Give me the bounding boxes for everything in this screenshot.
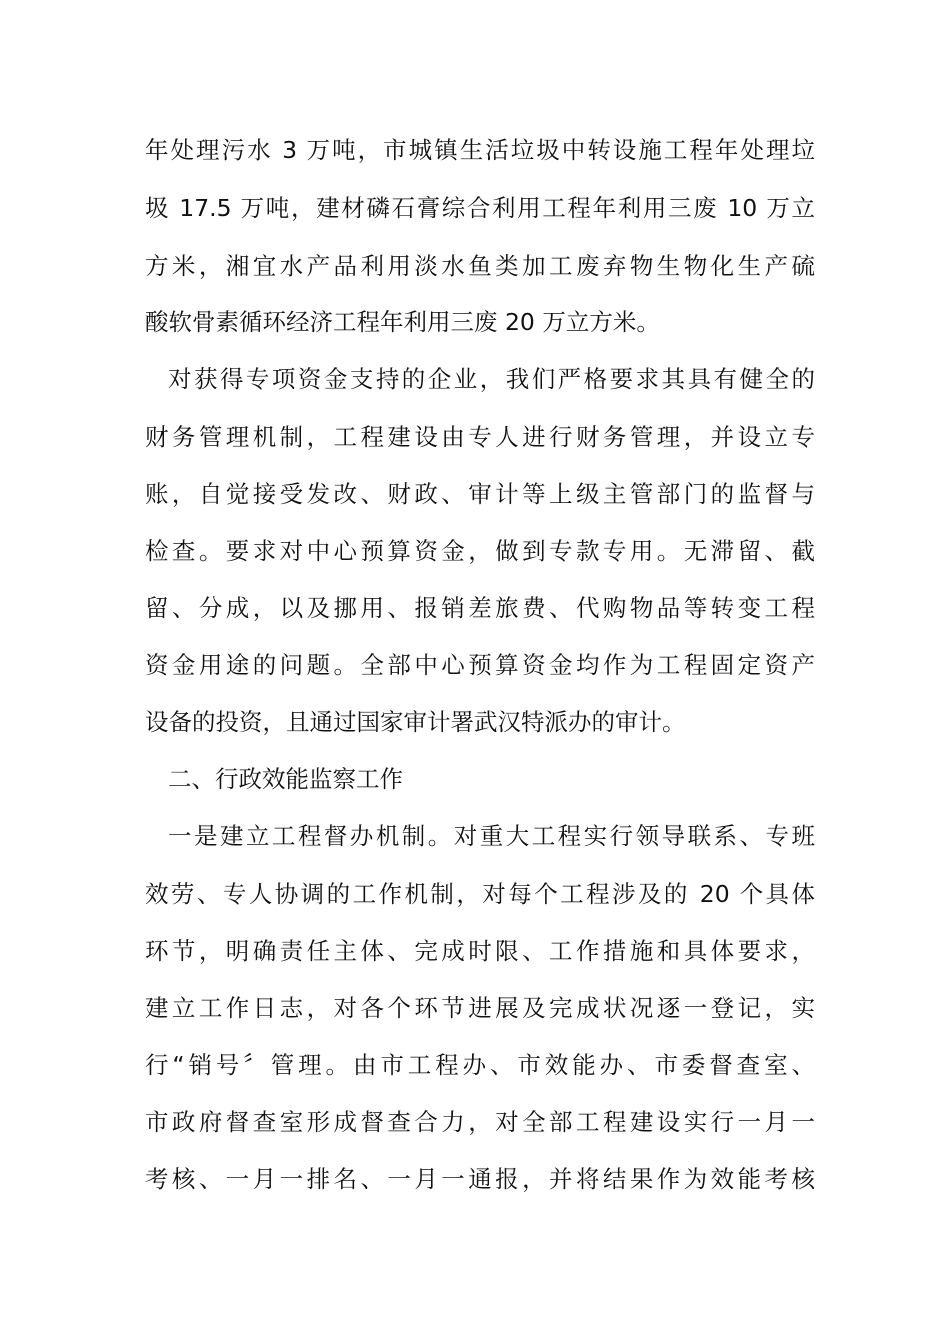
paragraph-1-line-1: 年处理污水 3 万吨，市城镇生活垃圾中转设施工程年处理垃: [145, 136, 815, 164]
paragraph-2-line-2: 财务管理机制，工程建设由专人进行财务管理，并设立专: [145, 423, 815, 451]
paragraph-3-line-5: 行“销号〞管理。由市工程办、市效能办、市委督查室、: [145, 1051, 815, 1079]
paragraph-1-line-2: 圾 17.5 万吨，建材磷石膏综合利用工程年利用三废 10 万立: [145, 194, 815, 222]
paragraph-2-line-7: 设备的投资，且通过国家审计署武汉特派办的审计。: [145, 708, 686, 736]
paragraph-2-line-1: 对获得专项资金支持的企业，我们严格要求其具有健全的: [168, 365, 815, 393]
paragraph-2-line-5: 留、分成，以及挪用、报销差旅费、代购物品等转变工程: [145, 594, 815, 622]
paragraph-3-line-2: 效劳、专人协调的工作机制，对每个工程涉及的 20 个具体: [145, 880, 815, 908]
paragraph-3-line-3: 环节，明确责任主体、完成时限、工作措施和具体要求，: [145, 937, 815, 965]
paragraph-2-line-6: 资金用途的问题。全部中心预算资金均作为工程固定资产: [145, 651, 815, 679]
paragraph-3-line-7: 考核、一月一排名、一月一通报，并将结果作为效能考核: [145, 1165, 815, 1193]
paragraph-3-line-1: 一是建立工程督办机制。对重大工程实行领导联系、专班: [168, 822, 815, 850]
section-heading: 二、行政效能监察工作: [168, 765, 403, 793]
paragraph-3-line-6: 市政府督查室形成督查合力，对全部工程建设实行一月一: [145, 1108, 815, 1136]
paragraph-2-line-4: 检查。要求对中心预算资金，做到专款专用。无滞留、截: [145, 537, 815, 565]
paragraph-3-line-4: 建立工作日志，对各个环节进展及完成状况逐一登记，实: [145, 994, 815, 1022]
paragraph-1-line-3: 方米，湘宜水产品利用淡水鱼类加工废弃物生物化生产硫: [145, 252, 815, 280]
paragraph-1-line-4: 酸软骨素循环经济工程年利用三废 20 万立方米。: [145, 308, 660, 336]
paragraph-2-line-3: 账，自觉接受发改、财政、审计等上级主管部门的监督与: [145, 480, 815, 508]
